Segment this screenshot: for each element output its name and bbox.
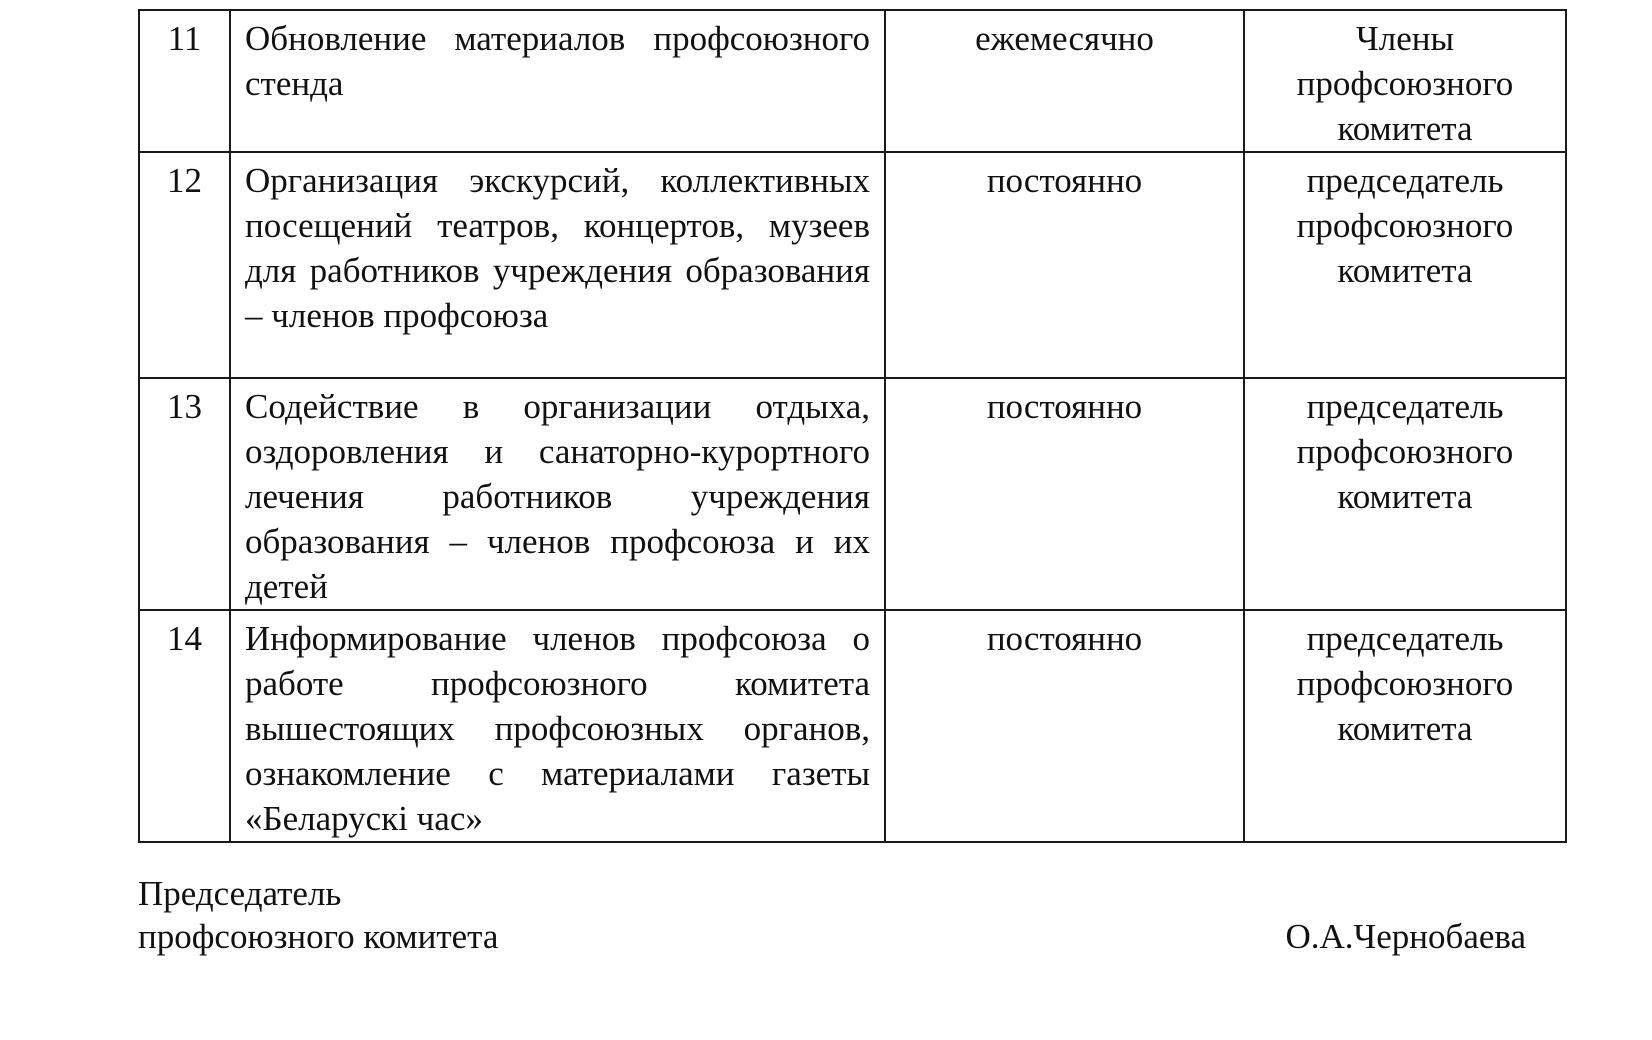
activity-cell: Информирование членов профсоюза о работе профсоюзного комитета вышестоящих профсоюзных органов, ознакомление с материалами газеты «Беларускі час» — [230, 610, 885, 842]
table-row — [139, 378, 1566, 610]
signature-title-line2: профсоюзного комитета — [138, 917, 499, 956]
row-number: 12 — [139, 152, 230, 378]
signature-block — [138, 872, 498, 958]
table-row — [139, 152, 1566, 378]
row-number: 13 — [139, 378, 230, 610]
row-number: 14 — [139, 610, 230, 842]
row-number: 11 — [139, 10, 230, 152]
plan-table — [138, 9, 1567, 843]
term-cell: ежемесячно — [885, 10, 1244, 152]
activity-cell: Организация экскурсий, коллективных посещений театров, концертов, музеев для работников учреждения образования – членов профсоюза — [230, 152, 885, 378]
table-row — [139, 610, 1566, 842]
activity-cell: Содействие в организации отдыха, оздоровления и санаторно-курортного лечения работников учреждения образования – членов профсоюза и их детей — [230, 378, 885, 610]
term-cell: постоянно — [885, 152, 1244, 378]
term-cell: постоянно — [885, 610, 1244, 842]
responsible-cell: председатель профсоюзного комитета — [1244, 378, 1566, 610]
responsible-cell: председатель профсоюзного комитета — [1244, 610, 1566, 842]
responsible-cell: Члены профсоюзного комитета — [1244, 10, 1566, 152]
responsible-cell: председатель профсоюзного комитета — [1244, 152, 1566, 378]
term-cell: постоянно — [885, 378, 1244, 610]
signature-name: О.А.Чернобаева — [1285, 917, 1526, 956]
table-row — [139, 10, 1566, 152]
signature-title-line1: Председатель — [138, 874, 342, 913]
activity-cell: Обновление материалов профсоюзного стенда — [230, 10, 885, 152]
